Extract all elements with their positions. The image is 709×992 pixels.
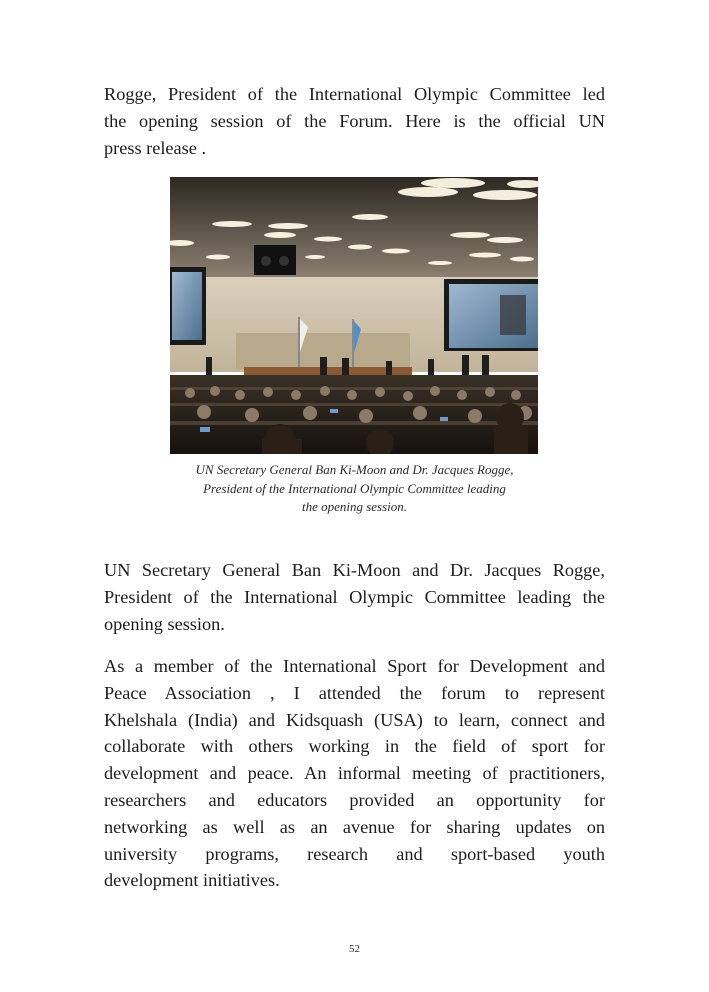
page-number: 52	[349, 943, 360, 955]
photo-caption	[160, 461, 549, 517]
caption-line: the opening session.	[301, 499, 408, 515]
caption-line: President of the International Olympic Committee leading	[203, 480, 506, 496]
conference-photo	[170, 177, 538, 454]
text-line: researchers and educators provided an opportunity for	[104, 789, 605, 810]
text-line: press release .	[104, 137, 207, 158]
text-line: university programs, research and sport-based youth	[104, 843, 605, 864]
text-line: Peace Association , I attended the forum to represent	[104, 682, 605, 703]
text-line: UN Secretary General Ban Ki-Moon and Dr. Jacques Rogge,	[104, 560, 605, 580]
text-line: the opening session of the Forum. Here is the official UN	[104, 110, 605, 131]
text-line: Rogge, President of the International Olympic Committee led	[104, 84, 605, 104]
text-line: Khelshala (India) and Kidsquash (USA) to learn, connect and	[104, 709, 605, 730]
text-line: President of the International Olympic Committee leading the	[104, 586, 605, 607]
text-line: development initiatives.	[104, 870, 280, 891]
text-line: opening session.	[104, 613, 225, 634]
caption-paragraph	[104, 557, 605, 637]
text-line: networking as well as an avenue for sharing updates on	[104, 816, 605, 837]
caption-line: UN Secretary General Ban Ki-Moon and Dr. Jacques Rogge,	[195, 462, 514, 477]
text-line: As a member of the International Sport for Development and	[104, 656, 605, 676]
text-line: development and peace. An informal meeting of practitioners,	[104, 763, 605, 784]
text-line: collaborate with others working in the field of sport for	[104, 736, 605, 757]
body-paragraph	[104, 653, 605, 894]
intro-paragraph	[104, 81, 605, 161]
